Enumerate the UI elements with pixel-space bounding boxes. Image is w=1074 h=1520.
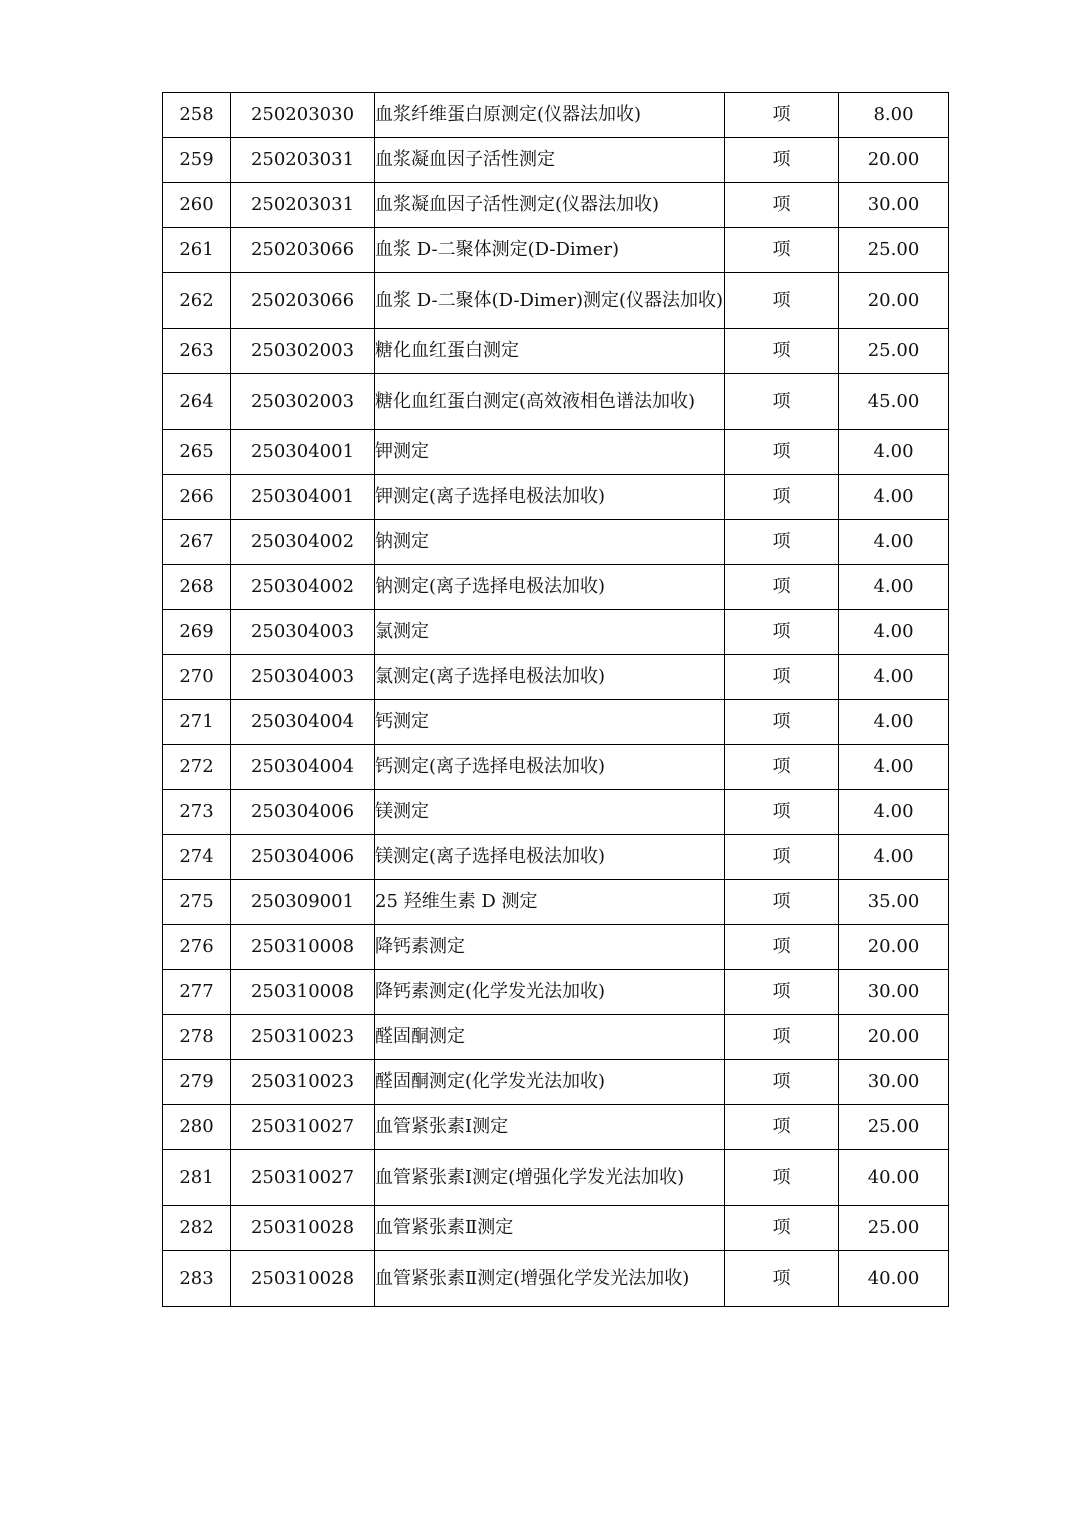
row-seq: 260 [163,183,231,228]
row-unit: 项 [725,1206,839,1251]
row-name: 糖化血红蛋白测定 [375,329,725,374]
row-unit: 项 [725,655,839,700]
row-unit: 项 [725,880,839,925]
row-unit: 项 [725,374,839,430]
row-price: 20.00 [839,1015,949,1060]
row-price: 45.00 [839,374,949,430]
row-price: 40.00 [839,1150,949,1206]
row-name: 降钙素测定(化学发光法加收) [375,970,725,1015]
row-price: 25.00 [839,1105,949,1150]
row-code: 250310028 [231,1206,375,1251]
row-unit: 项 [725,835,839,880]
row-seq: 275 [163,880,231,925]
row-code: 250302003 [231,329,375,374]
row-name: 镁测定 [375,790,725,835]
table-row [163,183,949,228]
row-price: 4.00 [839,745,949,790]
row-code: 250310023 [231,1060,375,1105]
row-name: 血管紧张素Ⅰ测定(增强化学发光法加收) [375,1150,725,1206]
table-row [163,970,949,1015]
table-row [163,1060,949,1105]
row-code: 250310028 [231,1251,375,1307]
row-code: 250310023 [231,1015,375,1060]
row-price: 4.00 [839,565,949,610]
row-code: 250304004 [231,700,375,745]
table-row [163,700,949,745]
row-name: 钠测定(离子选择电极法加收) [375,565,725,610]
row-code: 250304006 [231,835,375,880]
table-row [163,745,949,790]
row-seq: 266 [163,475,231,520]
row-seq: 278 [163,1015,231,1060]
row-code: 250310027 [231,1105,375,1150]
row-unit: 项 [725,1015,839,1060]
row-code: 250310008 [231,925,375,970]
row-name: 氯测定(离子选择电极法加收) [375,655,725,700]
table-row [163,610,949,655]
row-name: 血管紧张素Ⅱ测定 [375,1206,725,1251]
table-row [163,1206,949,1251]
table-row [163,790,949,835]
table-row [163,93,949,138]
table-row [163,835,949,880]
table-row [163,273,949,329]
row-code: 250304006 [231,790,375,835]
row-unit: 项 [725,93,839,138]
row-seq: 264 [163,374,231,430]
row-price: 4.00 [839,835,949,880]
row-price: 4.00 [839,610,949,655]
row-unit: 项 [725,520,839,565]
row-code: 250203031 [231,138,375,183]
row-unit: 项 [725,1105,839,1150]
row-name: 降钙素测定 [375,925,725,970]
row-seq: 283 [163,1251,231,1307]
row-name: 血浆 D-二聚体(D-Dimer)测定(仪器法加收) [375,273,725,329]
row-price: 20.00 [839,273,949,329]
row-unit: 项 [725,475,839,520]
table-row [163,565,949,610]
row-price: 30.00 [839,1060,949,1105]
row-seq: 277 [163,970,231,1015]
row-code: 250304001 [231,475,375,520]
row-name: 醛固酮测定 [375,1015,725,1060]
price-table-body [163,93,949,1307]
price-table [162,92,949,1307]
row-name: 钙测定(离子选择电极法加收) [375,745,725,790]
table-row [163,880,949,925]
row-price: 4.00 [839,790,949,835]
row-code: 250302003 [231,374,375,430]
row-name: 血管紧张素Ⅰ测定 [375,1105,725,1150]
table-row [163,374,949,430]
row-price: 4.00 [839,655,949,700]
table-row [163,655,949,700]
table-row [163,1251,949,1307]
row-name: 血管紧张素Ⅱ测定(增强化学发光法加收) [375,1251,725,1307]
row-seq: 265 [163,430,231,475]
row-price: 30.00 [839,183,949,228]
row-seq: 271 [163,700,231,745]
row-code: 250304004 [231,745,375,790]
row-unit: 项 [725,1150,839,1206]
row-price: 30.00 [839,970,949,1015]
row-seq: 282 [163,1206,231,1251]
row-price: 25.00 [839,329,949,374]
row-unit: 项 [725,790,839,835]
row-unit: 项 [725,925,839,970]
row-name: 醛固酮测定(化学发光法加收) [375,1060,725,1105]
row-price: 8.00 [839,93,949,138]
row-price: 4.00 [839,700,949,745]
row-seq: 263 [163,329,231,374]
table-row [163,430,949,475]
row-seq: 258 [163,93,231,138]
row-code: 250309001 [231,880,375,925]
row-price: 25.00 [839,228,949,273]
row-name: 钾测定 [375,430,725,475]
row-unit: 项 [725,700,839,745]
row-code: 250304002 [231,565,375,610]
table-row [163,138,949,183]
row-name: 糖化血红蛋白测定(高效液相色谱法加收) [375,374,725,430]
row-code: 250203031 [231,183,375,228]
row-code: 250203066 [231,273,375,329]
row-name: 血浆 D-二聚体测定(D-Dimer) [375,228,725,273]
table-row [163,1015,949,1060]
row-price: 40.00 [839,1251,949,1307]
row-seq: 274 [163,835,231,880]
row-name: 血浆凝血因子活性测定 [375,138,725,183]
row-unit: 项 [725,430,839,475]
row-price: 4.00 [839,475,949,520]
row-seq: 269 [163,610,231,655]
table-row [163,925,949,970]
row-seq: 268 [163,565,231,610]
table-row [163,1150,949,1206]
row-seq: 273 [163,790,231,835]
row-name: 25 羟维生素 D 测定 [375,880,725,925]
row-unit: 项 [725,273,839,329]
row-price: 4.00 [839,520,949,565]
row-code: 250304003 [231,655,375,700]
row-seq: 279 [163,1060,231,1105]
row-unit: 项 [725,138,839,183]
row-unit: 项 [725,329,839,374]
row-seq: 261 [163,228,231,273]
row-price: 25.00 [839,1206,949,1251]
row-seq: 280 [163,1105,231,1150]
row-unit: 项 [725,745,839,790]
row-seq: 272 [163,745,231,790]
row-seq: 276 [163,925,231,970]
row-code: 250310008 [231,970,375,1015]
row-unit: 项 [725,1251,839,1307]
row-code: 250304002 [231,520,375,565]
table-row [163,329,949,374]
row-code: 250310027 [231,1150,375,1206]
row-name: 镁测定(离子选择电极法加收) [375,835,725,880]
table-row [163,475,949,520]
row-seq: 267 [163,520,231,565]
row-name: 钙测定 [375,700,725,745]
row-unit: 项 [725,1060,839,1105]
row-price: 20.00 [839,138,949,183]
row-code: 250304001 [231,430,375,475]
table-row [163,1105,949,1150]
table-row [163,520,949,565]
row-name: 氯测定 [375,610,725,655]
row-unit: 项 [725,970,839,1015]
row-unit: 项 [725,565,839,610]
row-unit: 项 [725,183,839,228]
row-seq: 262 [163,273,231,329]
row-seq: 270 [163,655,231,700]
row-code: 250203066 [231,228,375,273]
row-name: 钠测定 [375,520,725,565]
row-price: 20.00 [839,925,949,970]
row-name: 钾测定(离子选择电极法加收) [375,475,725,520]
row-name: 血浆纤维蛋白原测定(仪器法加收) [375,93,725,138]
row-price: 4.00 [839,430,949,475]
row-seq: 259 [163,138,231,183]
row-code: 250304003 [231,610,375,655]
table-row [163,228,949,273]
row-name: 血浆凝血因子活性测定(仪器法加收) [375,183,725,228]
row-code: 250203030 [231,93,375,138]
row-unit: 项 [725,610,839,655]
row-unit: 项 [725,228,839,273]
row-seq: 281 [163,1150,231,1206]
row-price: 35.00 [839,880,949,925]
